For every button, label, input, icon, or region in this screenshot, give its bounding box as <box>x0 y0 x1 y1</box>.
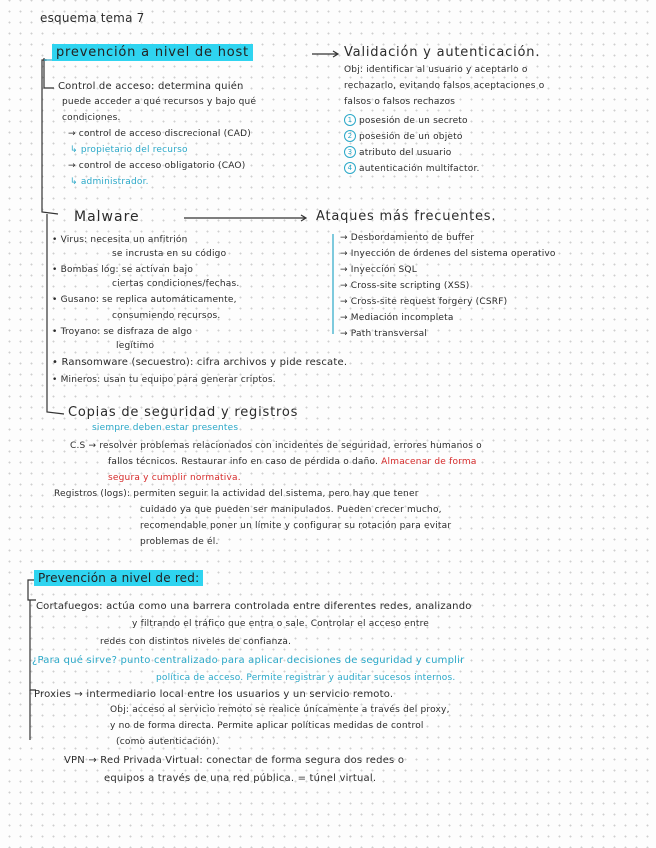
circled-number-icon: 3 <box>344 146 356 158</box>
validation-obj-line2: rechazarlo, evitando falsos aceptaciones o <box>344 81 545 91</box>
malware-bombs: • Bombas lóg: se activan bajo <box>52 265 194 275</box>
attack-item-1: → Desbordamiento de buffer <box>340 233 475 243</box>
section1-heading: prevención a nivel de host <box>52 46 253 59</box>
firewall-purpose-line2: política de acceso. Permite registrar y auditar sucesos internos. <box>156 673 456 683</box>
logs-line3: recomendable poner un límite y configurar su rotación para evitar <box>140 521 452 531</box>
circled-number-icon: 1 <box>344 114 356 126</box>
malware-ransomware: • Ransomware (secuestro): cifra archivos y pide rescate. <box>52 357 348 368</box>
backups-title: Copias de seguridad y registros <box>68 405 299 420</box>
validation-item-4: 4 autenticación multifactor. <box>344 162 480 174</box>
attack-item-3: → Inyección SQL <box>340 265 417 275</box>
backups-cs-line2: fallos técnicos. Restaurar info en caso de pérdida o daño. Almacenar de forma <box>108 457 477 467</box>
malware-worm-detail: consumiendo recursos. <box>112 311 221 321</box>
proxies-line4: (como autenticación). <box>116 737 219 747</box>
malware-worm: • Gusano: se replica automáticamente, <box>52 295 237 305</box>
logs-line2: cuidado ya que pueden ser manipulados. Pueden crecer mucho, <box>140 505 442 515</box>
malware-trojan-detail: legítimo <box>116 341 155 351</box>
validation-item-2: 2 posesión de un objeto <box>344 130 463 142</box>
mac-note: ↳ administrador. <box>70 177 149 187</box>
mac-line: → control de acceso obligatorio (CAO) <box>68 161 246 171</box>
vpn-line1: VPN → Red Privada Virtual: conectar de forma segura dos redes o <box>64 755 405 766</box>
attack-item-2: → Inyección de órdenes del sistema operativo <box>340 249 556 259</box>
logs-line1: Registros (logs): permiten seguir la actividad del sistema, pero hay que tener <box>54 489 419 499</box>
proxies-line1: Proxies → intermediario local entre los usuarios y un servicio remoto. <box>34 689 394 700</box>
section2-heading: Prevención a nivel de red: <box>34 572 203 584</box>
circled-number-icon: 2 <box>344 130 356 142</box>
vpn-line2: equipos a través de una red pública. = túnel virtual. <box>104 773 377 784</box>
access-control-line1: Control de acceso: determina quién <box>58 81 244 92</box>
firewall-line1: Cortafuegos: actúa como una barrera controlada entre diferentes redes, analizando <box>36 601 472 612</box>
logs-line4: problemas de él. <box>140 537 219 547</box>
proxies-line3: y no de forma directa. Permite aplicar políticas medidas de control <box>110 721 424 731</box>
access-control-line3: condiciones. <box>62 113 121 123</box>
proxies-line2: Obj: acceso al servicio remoto se realice únicamente a través del proxy, <box>110 705 450 715</box>
attack-item-4: → Cross-site scripting (XSS) <box>340 281 470 291</box>
backups-cs-line3: segura y cumplir normativa. <box>108 473 241 483</box>
attacks-title: Ataques más frecuentes. <box>316 209 497 224</box>
validation-item-3: 3 atributo del usuario <box>344 146 452 158</box>
page-title: esquema tema 7 <box>40 11 145 25</box>
backups-cs-highlight: Almacenar de forma <box>381 457 477 467</box>
dac-note: ↳ propietario del recurso <box>70 145 188 155</box>
validation-item-1: 1 posesión de un secreto <box>344 114 468 126</box>
firewall-line2: y filtrando el tráfico que entra o sale. Controlar el acceso entre <box>132 619 430 629</box>
backups-note: siempre deben estar presentes <box>92 423 239 433</box>
malware-bombs-detail: ciertas condiciones/fechas. <box>112 279 240 289</box>
attack-item-7: → Path transversal <box>340 329 428 339</box>
access-control-line2: puede acceder a qué recursos y bajo qué <box>62 97 257 107</box>
validation-obj-line1: Obj: identificar al usuario y aceptarlo o <box>344 65 528 75</box>
malware-trojan: • Troyano: se disfraza de algo <box>52 327 193 337</box>
dac-line: → control de acceso discrecional (CAD) <box>68 129 251 139</box>
attack-item-6: → Mediación incompleta <box>340 313 454 323</box>
circled-number-icon: 4 <box>344 162 356 174</box>
backups-cs-line1: C.S → resolver problemas relacionados con incidentes de seguridad, errores humanos o <box>70 441 482 451</box>
firewall-line3: redes con distintos niveles de confianza. <box>100 637 292 647</box>
attack-item-5: → Cross-site request forgery (CSRF) <box>340 297 508 307</box>
malware-virus: • Virus: necesita un anfitrión <box>52 235 188 245</box>
validation-obj-line3: falsos o falsos rechazos <box>344 97 456 107</box>
malware-virus-detail: se incrusta en su código <box>112 249 227 259</box>
validation-title: Validación y autenticación. <box>344 45 541 60</box>
firewall-purpose-line1: ¿Para qué sirve? punto centralizado para aplicar decisiones de seguridad y cumplir <box>32 655 465 666</box>
malware-title: Malware <box>74 209 140 225</box>
malware-miners: • Mineros: usan tu equipo para generar criptos. <box>52 375 276 385</box>
